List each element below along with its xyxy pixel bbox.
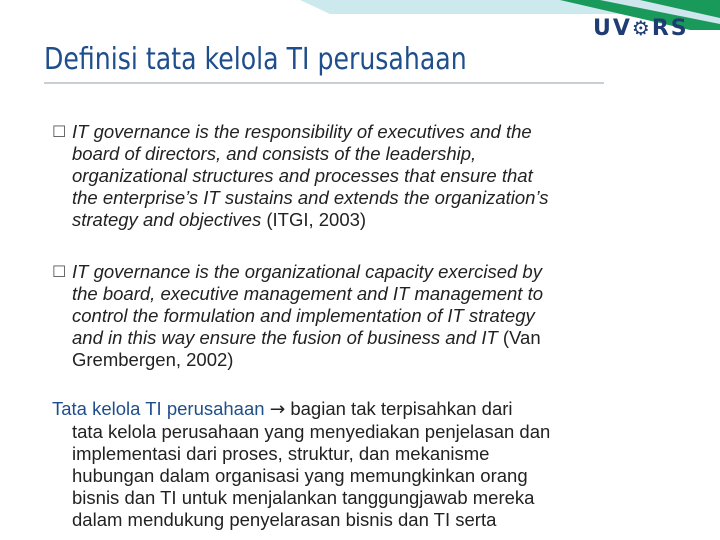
citation-end: Grembergen, 2002) (72, 349, 234, 370)
bullet-line-with-citation (72, 209, 662, 231)
bullet-line: control the formulation and implementation of IT strategy (72, 305, 535, 326)
citation-start: (Van (502, 327, 541, 348)
definition-line: tata kelola perusahaan yang menyediakan penjelasan dan (72, 421, 551, 442)
definition-line: bisnis dan TI untuk menjalankan tanggungjawab mereka (72, 487, 535, 508)
bullet-itgi-definition (52, 121, 662, 231)
bullet-van-grembergen-definition (52, 261, 662, 371)
bullet-line: board of directors, and consists of the leadership, (72, 143, 477, 164)
bullet-line: organizational structures and processes that ensure that (72, 165, 533, 186)
checkbox-icon: ☐ (52, 122, 67, 141)
bullet-line: the enterprise’s IT sustains and extends the organization’s (72, 187, 549, 208)
definition-line: dalam mendukung penyelarasan bisnis dan TI serta (72, 509, 497, 530)
definition-term: Tata kelola TI perusahaan (52, 398, 265, 419)
gear-icon: ⚙ (631, 16, 652, 40)
bullet-line: and in this way ensure the fusion of business and IT (72, 327, 498, 348)
definition-line: implementasi dari proses, struktur, dan mekanisme (72, 443, 490, 464)
definition-first-line (52, 398, 672, 421)
logo-text-start: UV (593, 16, 632, 41)
bullet-line: IT governance is the organizational capacity exercised by (72, 261, 542, 282)
university-logo (593, 16, 711, 44)
bullet-line: IT governance is the responsibility of executives and the (72, 121, 532, 142)
bullet-line-with-citation (72, 327, 662, 349)
citation: (ITGI, 2003) (266, 209, 367, 230)
checkbox-icon: ☐ (52, 262, 67, 281)
definition-paragraph (52, 398, 672, 531)
definition-text: bagian tak terpisahkan dari (290, 398, 513, 419)
logo-text-end: RS (651, 16, 689, 41)
title-underline (44, 82, 604, 84)
definition-line: hubungan dalam organisasi yang memungkinkan orang (72, 465, 528, 486)
slide-title: Definisi tata kelola TI perusahaan (44, 42, 467, 77)
bullet-line: strategy and objectives (72, 209, 262, 230)
bullet-line: the board, executive management and IT management to (72, 283, 544, 304)
arrow-right-icon: → (269, 399, 286, 420)
